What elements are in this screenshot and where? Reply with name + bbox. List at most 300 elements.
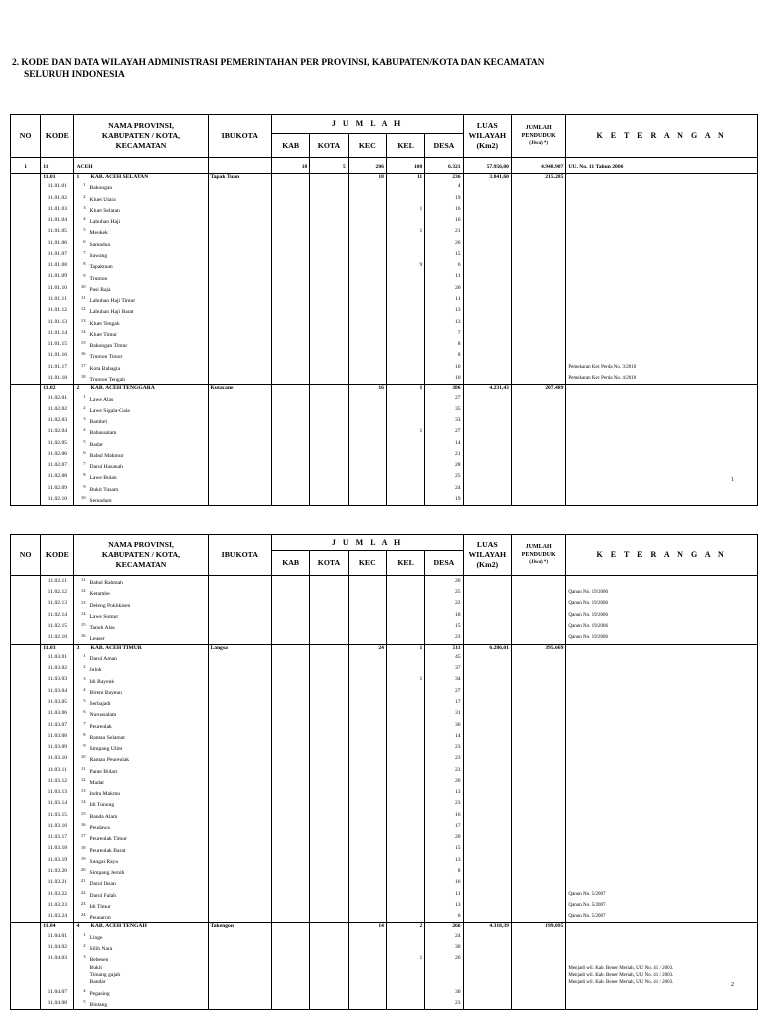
area-cell (463, 204, 511, 215)
area-cell (463, 483, 511, 494)
district-row (11, 438, 758, 449)
area-cell (463, 708, 511, 719)
kota-cell (310, 663, 348, 674)
note-cell: Qanun No. 5/2007 (566, 889, 758, 900)
kec-cell (348, 328, 386, 339)
kec-cell: 24 (348, 644, 386, 652)
kel-cell (386, 931, 424, 942)
item-name: Nurussalam (89, 712, 117, 719)
note-cell: Qanun No. 5/2007 (566, 900, 758, 911)
kab-cell (272, 238, 310, 249)
header-kel: KEL (386, 134, 424, 158)
desa-cell: 18 (425, 610, 463, 621)
district-row (11, 339, 758, 350)
kel-cell: 1 (386, 204, 424, 215)
capital-cell (208, 599, 272, 610)
item-name: Serbajadi (89, 700, 111, 707)
kab-cell (272, 204, 310, 215)
capital-cell (208, 576, 272, 588)
note-cell (566, 798, 758, 809)
note-cell (566, 765, 758, 776)
kab-cell (272, 393, 310, 404)
kec-cell (348, 181, 386, 192)
kec-cell (348, 931, 386, 942)
desa-cell: 13 (425, 305, 463, 316)
code-cell: 11.02.07 (41, 460, 74, 471)
kel-cell (386, 215, 424, 226)
item-number: 3 (83, 204, 86, 210)
item-number: 2 (83, 404, 86, 410)
kec-cell (348, 339, 386, 350)
kel-cell (386, 373, 424, 385)
desa-cell: 31 (425, 708, 463, 719)
code-cell: 11.03.08 (41, 731, 74, 742)
district-row (11, 889, 758, 900)
kec-cell (348, 249, 386, 260)
item-name: Babul Rahmah (89, 579, 123, 586)
population-cell (511, 328, 565, 339)
capital-cell (208, 965, 272, 972)
name-cell (74, 810, 208, 821)
population-cell (511, 987, 565, 998)
code-cell: 11.03.19 (41, 855, 74, 866)
kota-cell (310, 328, 348, 339)
kec-cell (348, 911, 386, 923)
item-number: 11 (81, 577, 86, 582)
capital-cell (208, 317, 272, 328)
capital-cell (208, 810, 272, 821)
item-number: 7 (83, 250, 86, 255)
district-row (11, 373, 758, 385)
capital-cell (208, 350, 272, 361)
kec-cell (348, 226, 386, 237)
kota-cell (310, 373, 348, 385)
desa-cell: 27 (425, 686, 463, 697)
item-name: Peureulak Barat (89, 847, 126, 854)
code-cell: 11.03 (41, 644, 74, 652)
district-row (11, 317, 758, 328)
note-cell (566, 483, 758, 494)
desa-cell: 8 (425, 866, 463, 877)
header-penduduk: JUMLAH PENDUDUK (Jiwa) *) (511, 115, 565, 158)
item-name: Lawe Bulan (89, 475, 117, 482)
kec-cell (348, 632, 386, 644)
population-cell (511, 238, 565, 249)
capital-cell (208, 889, 272, 900)
population-cell (511, 621, 565, 632)
population-cell (511, 931, 565, 942)
code-cell: 11.01.07 (41, 249, 74, 260)
district-row (11, 483, 758, 494)
capital-cell (208, 832, 272, 843)
code-cell: 11.04.08 (41, 998, 74, 1010)
capital-cell: Takengon (208, 923, 272, 931)
item-name: Darul Falah (89, 892, 117, 899)
desa-cell: 24 (425, 483, 463, 494)
capital-cell (208, 765, 272, 776)
note-cell (566, 644, 758, 652)
kab-cell (272, 855, 310, 866)
population-cell (511, 832, 565, 843)
kota-cell (310, 426, 348, 437)
area-cell (463, 362, 511, 373)
area-cell (463, 632, 511, 644)
table-page-1 (10, 114, 758, 506)
code-cell: 11.03.03 (41, 675, 74, 686)
kota-cell (310, 238, 348, 249)
population-cell (511, 415, 565, 426)
area-cell (463, 193, 511, 204)
note-cell (566, 393, 758, 404)
district-row (11, 471, 758, 482)
district-row (11, 832, 758, 843)
name-cell (74, 260, 208, 271)
area-cell (463, 449, 511, 460)
note-cell (566, 438, 758, 449)
kab-cell (272, 305, 310, 316)
item-name: Ketambe (89, 591, 110, 598)
desa-cell: 236 (425, 174, 463, 182)
item-number: 3 (83, 954, 86, 960)
capital-cell (208, 181, 272, 192)
note-cell: Pemekaran Kec Perda No. 4/2010 (566, 373, 758, 385)
district-row (11, 987, 758, 998)
header-jumlah: J U M L A H (272, 535, 464, 551)
kec-cell (348, 426, 386, 437)
item-number: 23 (80, 900, 86, 906)
district-row (11, 708, 758, 719)
kel-cell (386, 697, 424, 708)
item-name: Simpang Ulim (89, 745, 123, 752)
item-name: Peureulak Timur (89, 836, 127, 843)
code-cell: 11.03.13 (41, 787, 74, 798)
code-cell: 11.02.02 (41, 404, 74, 415)
capital-cell (208, 911, 272, 923)
capital-cell (208, 663, 272, 674)
kota-cell (310, 621, 348, 632)
district-row (11, 675, 758, 686)
item-name: Idi Rayeuk (89, 678, 115, 685)
item-number: 5 (83, 438, 86, 444)
name-cell (74, 610, 208, 621)
item-name: Simpang Jernih (89, 869, 125, 876)
kec-cell (348, 587, 386, 598)
note-cell (566, 204, 758, 215)
kec-cell (348, 204, 386, 215)
capital-cell (208, 621, 272, 632)
note-cell (566, 753, 758, 764)
area-cell (463, 272, 511, 283)
name-cell (74, 460, 208, 471)
desa-cell: 23 (425, 753, 463, 764)
area-cell (463, 393, 511, 404)
population-cell (511, 776, 565, 787)
kel-cell (386, 283, 424, 294)
area-cell (463, 415, 511, 426)
area-cell (463, 810, 511, 821)
kec-cell: 16 (348, 385, 386, 393)
kec-cell (348, 483, 386, 494)
kec-cell (348, 900, 386, 911)
desa-cell: 16 (425, 877, 463, 888)
kec-cell (348, 979, 386, 986)
kec-cell (348, 798, 386, 809)
desa-cell: 16 (425, 204, 463, 215)
population-cell (511, 460, 565, 471)
item-name: KAB. ACEH TIMUR (90, 644, 142, 651)
header-kec: KEC (348, 134, 386, 158)
desa-cell: 30 (425, 942, 463, 953)
area-cell (463, 866, 511, 877)
district-row (11, 776, 758, 787)
population-cell (511, 483, 565, 494)
capital-cell (208, 942, 272, 953)
name-cell (74, 404, 208, 415)
desa-cell: 45 (425, 652, 463, 663)
capital-cell (208, 753, 272, 764)
area-cell (463, 931, 511, 942)
kota-cell (310, 644, 348, 652)
kel-cell (386, 942, 424, 953)
kab-cell (272, 249, 310, 260)
kel-cell (386, 438, 424, 449)
kec-cell (348, 965, 386, 972)
district-row (11, 587, 758, 598)
desa-cell: 20 (425, 832, 463, 843)
name-cell (74, 931, 208, 942)
kota-cell (310, 776, 348, 787)
item-number: 15 (80, 340, 86, 346)
area-cell (463, 776, 511, 787)
item-name: Meukek (89, 230, 108, 237)
header-desa: DESA (425, 551, 463, 576)
district-row (11, 753, 758, 764)
name-cell (74, 720, 208, 731)
desa-cell: 11 (425, 889, 463, 900)
name-cell (74, 900, 208, 911)
area-cell (463, 260, 511, 271)
kel-cell (386, 362, 424, 373)
kota-cell (310, 249, 348, 260)
population-cell (511, 697, 565, 708)
kab-cell (272, 972, 310, 979)
district-row (11, 810, 758, 821)
code-cell: 11.01 (41, 174, 74, 182)
desa-cell: 21 (425, 449, 463, 460)
header-penduduk: JUMLAH PENDUDUK (Jiwa) *) (511, 535, 565, 576)
area-cell (463, 787, 511, 798)
population-cell (511, 787, 565, 798)
kota-cell (310, 181, 348, 192)
code-cell: 11.03.17 (41, 832, 74, 843)
code-cell: 11.03.16 (41, 821, 74, 832)
code-cell: 11.02.06 (41, 449, 74, 460)
desa-cell: 15 (425, 249, 463, 260)
area-cell (463, 226, 511, 237)
kel-cell (386, 798, 424, 809)
kec-cell (348, 787, 386, 798)
kec-cell (348, 415, 386, 426)
district-row (11, 193, 758, 204)
kota-cell (310, 877, 348, 888)
district-row (11, 742, 758, 753)
item-number: 6 (83, 238, 86, 244)
district-row (11, 494, 758, 506)
item-number: 1 (83, 182, 86, 188)
item-name: Tapaktuan (89, 264, 113, 271)
item-name: Bakongan Timur (89, 342, 128, 349)
capital-cell (208, 610, 272, 621)
kec-cell (348, 238, 386, 249)
kota-cell (310, 675, 348, 686)
district-row (11, 215, 758, 226)
code-cell: 11.02.10 (41, 494, 74, 506)
capital-cell (208, 294, 272, 305)
area-cell (463, 238, 511, 249)
capital-cell (208, 675, 272, 686)
population-cell (511, 249, 565, 260)
kab-cell (272, 765, 310, 776)
capital-cell (208, 979, 272, 986)
area-cell (463, 249, 511, 260)
name-cell (74, 632, 208, 644)
note-cell (566, 283, 758, 294)
population-cell (511, 900, 565, 911)
district-row (11, 686, 758, 697)
desa-cell: 36 (425, 720, 463, 731)
item-name: Darul Hasanah (89, 464, 123, 471)
name-cell (74, 305, 208, 316)
kec-cell (348, 663, 386, 674)
kab-cell (272, 931, 310, 942)
item-number: 14 (80, 328, 86, 334)
note-cell (566, 226, 758, 237)
code-cell: 11.02.08 (41, 471, 74, 482)
name-cell (74, 181, 208, 192)
desa-cell: 27 (425, 426, 463, 437)
kel-cell: 1 (386, 426, 424, 437)
note-cell (566, 238, 758, 249)
kel-cell (386, 599, 424, 610)
capital-cell (208, 742, 272, 753)
kota-cell (310, 215, 348, 226)
header-kec: KEC (348, 551, 386, 576)
kec-cell (348, 686, 386, 697)
kel-cell (386, 965, 424, 972)
district-row (11, 731, 758, 742)
kab-cell (272, 181, 310, 192)
code-cell: 11.01.13 (41, 317, 74, 328)
kota-cell (310, 753, 348, 764)
item-name: Semadam (89, 497, 112, 504)
capital-cell: Langsa (208, 644, 272, 652)
header-luas: LUAS WILAYAH (Km2) (463, 115, 511, 158)
kel-cell (386, 720, 424, 731)
district-row (11, 283, 758, 294)
population-cell (511, 953, 565, 964)
desa-cell (425, 972, 463, 979)
note-cell (566, 855, 758, 866)
kel-cell (386, 731, 424, 742)
kota-cell (310, 900, 348, 911)
name-cell (74, 776, 208, 787)
note-cell (566, 415, 758, 426)
kec-cell (348, 393, 386, 404)
header-ibukota: IBUKOTA (208, 115, 272, 158)
name-cell (74, 362, 208, 373)
district-row (11, 697, 758, 708)
item-number: 3 (83, 416, 86, 422)
district-row (11, 393, 758, 404)
item-number: 22 (80, 889, 86, 895)
item-name: Leuser (89, 636, 105, 643)
name-cell (74, 675, 208, 686)
population-cell (511, 181, 565, 192)
capital-cell (208, 844, 272, 855)
item-name: Indra Makmu (89, 791, 121, 798)
item-number: 20 (80, 867, 86, 873)
name-cell (74, 226, 208, 237)
note-cell (566, 328, 758, 339)
kab-cell (272, 328, 310, 339)
header-no: NO (11, 115, 41, 158)
district-row (11, 900, 758, 911)
name-cell (74, 483, 208, 494)
population-cell (511, 610, 565, 621)
note-cell (566, 260, 758, 271)
name-cell (74, 328, 208, 339)
area-cell (463, 942, 511, 953)
code-cell: 11.02.12 (41, 587, 74, 598)
kab-cell (272, 798, 310, 809)
kec-cell (348, 821, 386, 832)
code-cell: 11.03.11 (41, 765, 74, 776)
kota-cell (310, 987, 348, 998)
name-cell (74, 821, 208, 832)
item-number: 10 (80, 283, 86, 289)
area-cell (463, 587, 511, 598)
kab-cell (272, 317, 310, 328)
population-cell (511, 720, 565, 731)
capital-cell (208, 426, 272, 437)
page-number-1: 1 (731, 477, 734, 483)
kel-cell (386, 663, 424, 674)
item-number: 11 (81, 295, 86, 301)
kec-cell (348, 765, 386, 776)
name-cell (74, 215, 208, 226)
kab-cell (272, 339, 310, 350)
kab-cell (272, 483, 310, 494)
district-row (11, 942, 758, 953)
capital-cell (208, 798, 272, 809)
population-cell (511, 753, 565, 764)
name-cell (74, 787, 208, 798)
area-cell (463, 215, 511, 226)
kab-cell (272, 866, 310, 877)
note-cell (566, 272, 758, 283)
capital-cell (208, 483, 272, 494)
desa-cell: 24 (425, 931, 463, 942)
name-cell (74, 193, 208, 204)
name-cell (74, 426, 208, 437)
item-number: 14 (80, 799, 86, 805)
item-number: 4 (83, 216, 86, 222)
kab-cell (272, 494, 310, 506)
regency-row (11, 923, 758, 931)
district-row (11, 576, 758, 588)
capital-cell (208, 328, 272, 339)
population-cell (511, 942, 565, 953)
